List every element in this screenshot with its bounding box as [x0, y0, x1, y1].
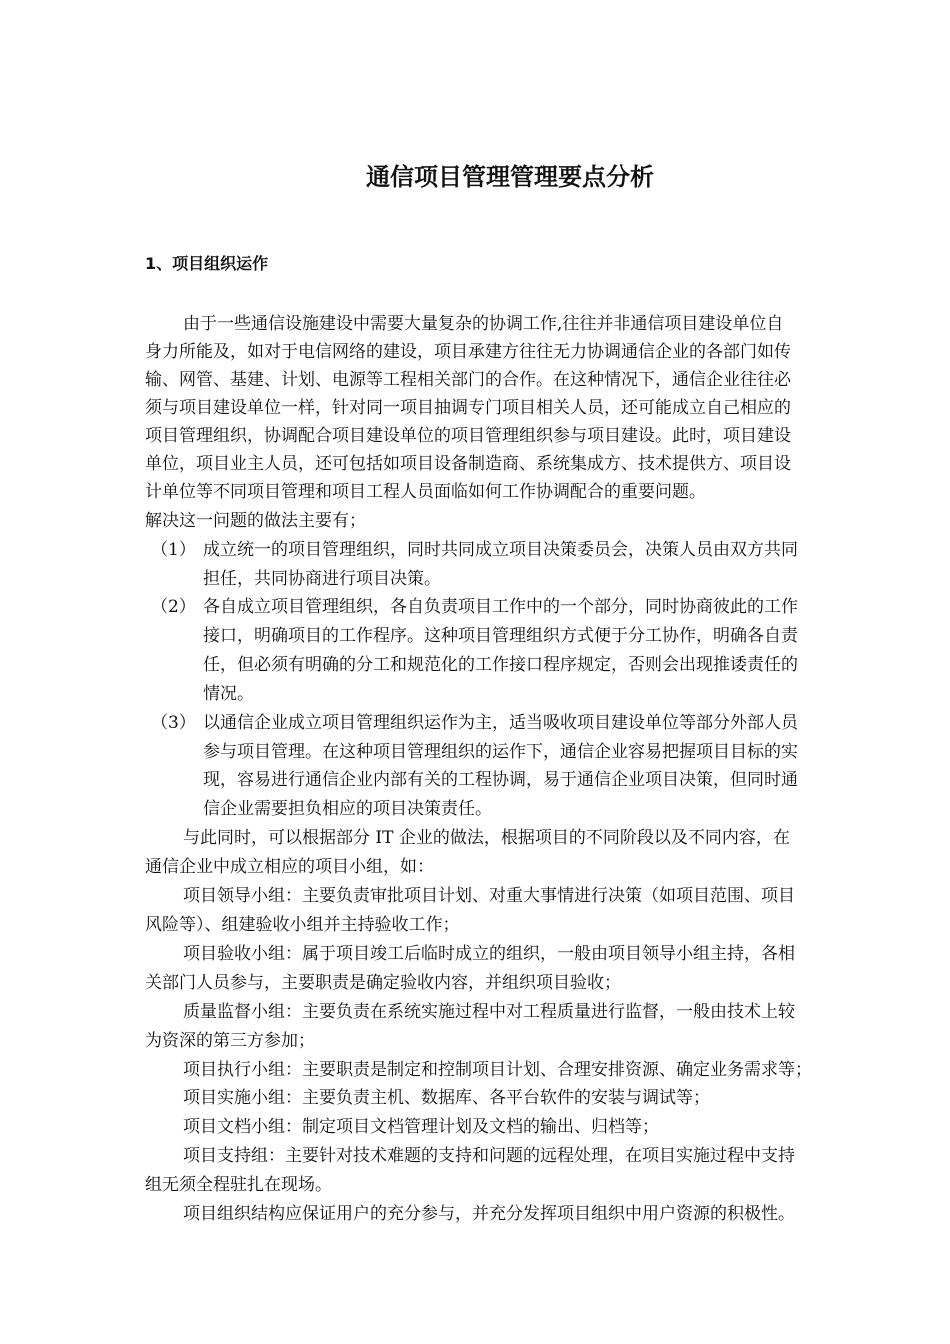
list-number-1: （1） [151, 540, 196, 560]
group-3-line-2: 为资深的第三方参加； [145, 1031, 315, 1051]
intro-line-6: 单位，项目业主人员，还可包括如项目设备制造商、系统集成方、技术提供方、项目设 [145, 454, 791, 474]
groups-intro-line-2: 通信企业中成立相应的项目小组，如： [145, 857, 434, 877]
group-2-line-2: 关部门人员参与，主要职责是确定验收内容，并组织项目验收； [145, 973, 621, 993]
intro-line-5: 项目管理组织，协调配合项目建设单位的项目管理组织参与项目建设。此时，项目建设 [145, 426, 791, 446]
section-heading: 1、项目组织运作 [145, 254, 269, 273]
list-item-3-line-1: 以通信企业成立项目管理组织运作为主，适当吸收项目建设单位等部分外部人员 [203, 713, 798, 733]
group-7-line-1: 项目支持组：主要针对技术难题的支持和问题的远程处理，在项目实施过程中支持 [183, 1146, 795, 1166]
intro-line-2: 身力所能及，如对于电信网络的建设，项目承建方往往无力协调通信企业的各部门如传 [145, 342, 791, 362]
list-item-1-line-1: 成立统一的项目管理组织，同时共同成立项目决策委员会，决策人员由双方共同 [203, 540, 798, 560]
intro-line-4: 须与项目建设单位一样，针对同一项目抽调专门项目相关人员，还可能成立自己相应的 [145, 398, 791, 418]
list-item-3-line-2: 参与项目管理。在这种项目管理组织的运作下，通信企业容易把握项目目标的实 [203, 742, 798, 762]
list-item-2-line-1: 各自成立项目管理组织，各自负责项目工作中的一个部分，同时协商彼此的工作 [203, 597, 798, 617]
list-item-2-line-2: 接口，明确项目的工作程序。这种项目管理组织方式便于分工协作，明确各自责 [203, 626, 798, 646]
intro-line-3: 输、网管、基建、计划、电源等工程相关部门的合作。在这种情况下，通信企业往往必 [145, 370, 791, 390]
solutions-intro: 解决这一问题的做法主要有； [145, 511, 366, 531]
group-3-line-1: 质量监督小组：主要负责在系统实施过程中对工程质量进行监督，一般由技术上较 [183, 1002, 795, 1022]
group-1-line-1: 项目领导小组：主要负责审批项目计划、对重大事情进行决策（如项目范围、项目 [183, 886, 795, 906]
list-item-3-line-3: 现，容易进行通信企业内部有关的工程协调，易于通信企业项目决策，但同时通 [203, 770, 798, 790]
list-item-2-line-4: 情况。 [203, 684, 254, 704]
list-number-3: （3） [151, 713, 196, 733]
list-item-2-line-3: 任，但必须有明确的分工和规范化的工作接口程序规定，否则会出现推诿责任的 [203, 655, 798, 675]
list-item-3-line-4: 信企业需要担负相应的项目决策责任。 [203, 799, 492, 819]
group-2-line-1: 项目验收小组：属于项目竣工后临时成立的组织，一般由项目领导小组主持，各相 [183, 944, 795, 964]
group-4-line-1: 项目执行小组：主要职责是制定和控制项目计划、合理安排资源、确定业务需求等； [183, 1060, 812, 1080]
intro-line-1: 由于一些通信设施建设中需要大量复杂的协调工作,往往并非通信项目建设单位自 [183, 314, 784, 334]
document-title: 通信项目管理管理要点分析 [366, 163, 654, 191]
intro-line-7: 计单位等不同项目管理和项目工程人员面临如何工作协调配合的重要问题。 [145, 482, 706, 502]
group-7-line-2: 组无须全程驻扎在现场。 [145, 1175, 332, 1195]
group-1-line-2: 风险等）、组建验收小组并主持验收工作； [145, 915, 460, 935]
list-item-1-line-2: 担任，共同协商进行项目决策。 [203, 569, 441, 589]
closing-paragraph: 项目组织结构应保证用户的充分参与，并充分发挥项目组织中用户资源的积极性。 [183, 1204, 795, 1224]
groups-intro-line-1: 与此同时，可以根据部分 IT 企业的做法，根据项目的不同阶段以及不同内容，在 [183, 828, 790, 848]
list-number-2: （2） [151, 597, 196, 617]
group-6-line-1: 项目文档小组：制定项目文档管理计划及文档的输出、归档等； [183, 1117, 659, 1137]
group-5-line-1: 项目实施小组：主要负责主机、数据库、各平台软件的安装与调试等； [183, 1088, 710, 1108]
